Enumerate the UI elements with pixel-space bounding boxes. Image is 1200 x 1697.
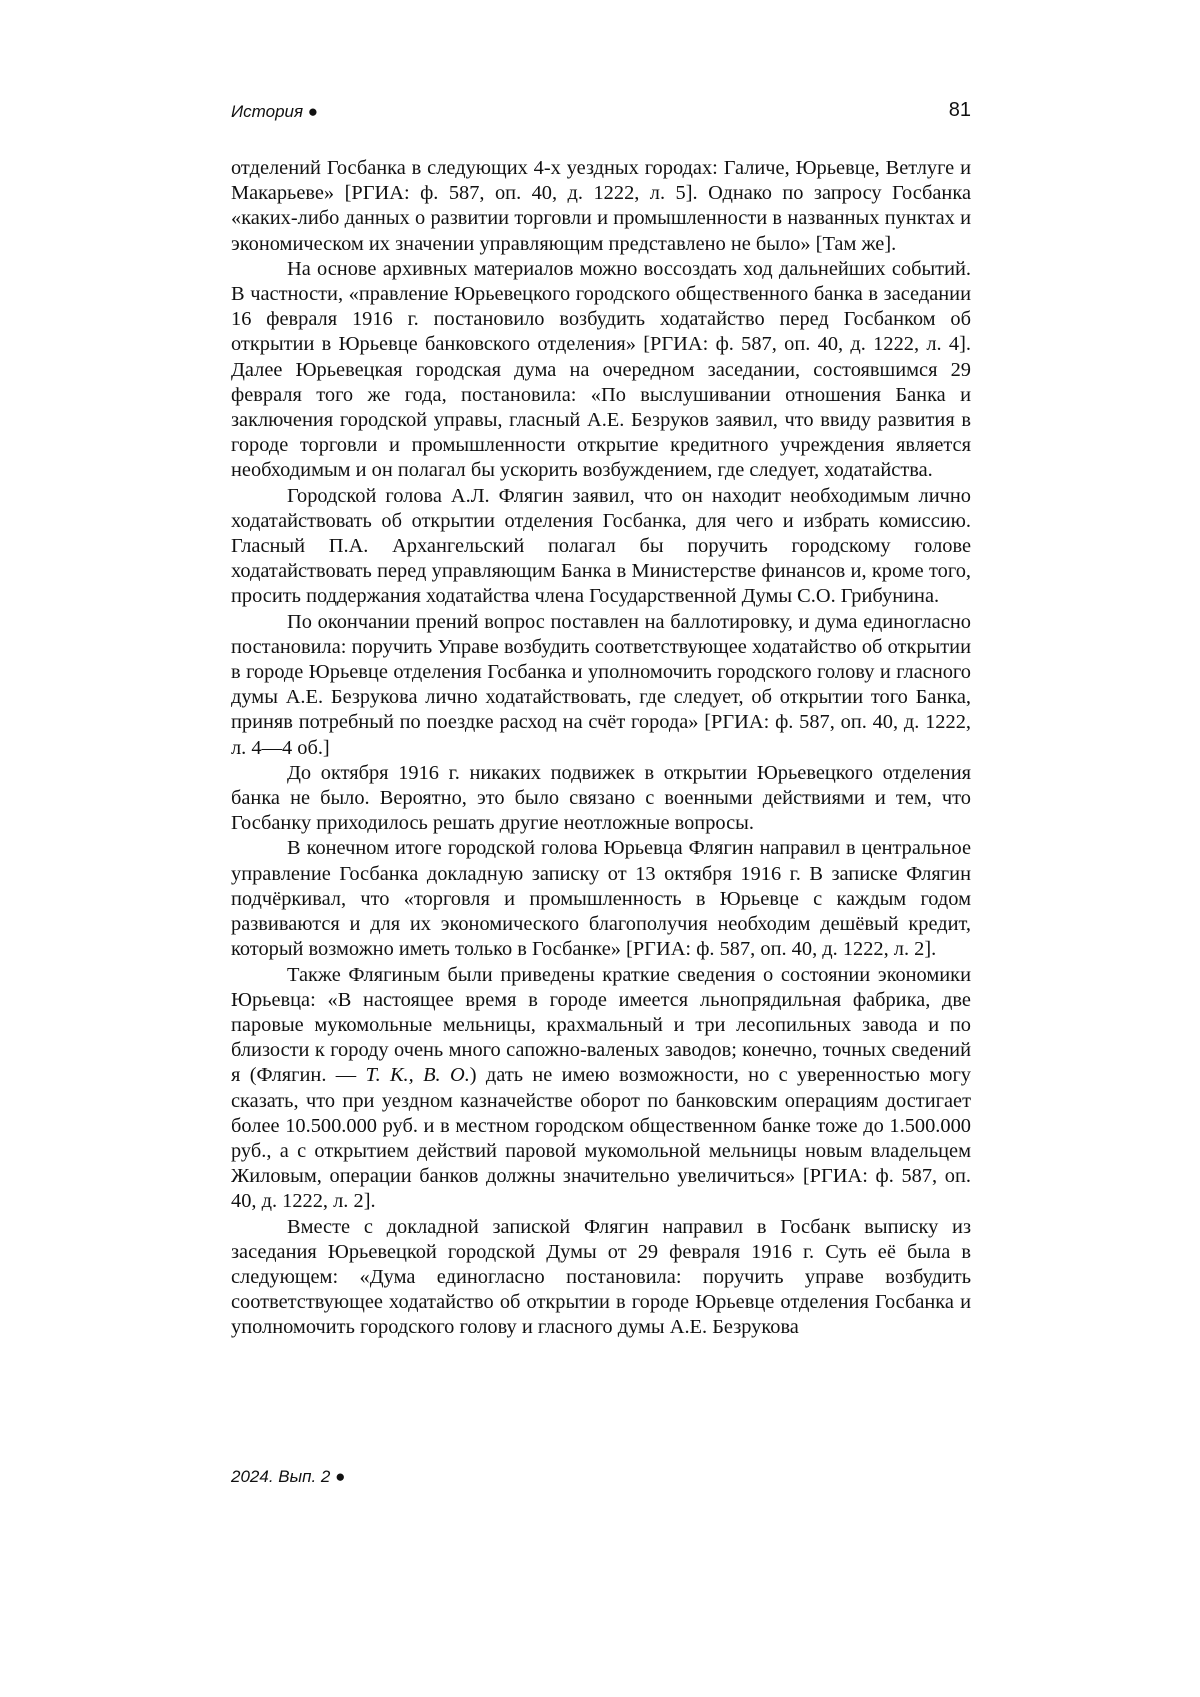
page-number: 81 [949,99,971,122]
issue-footer: 2024. Вып. 2 ● [231,1467,345,1487]
author-initials: Т. К., В. О. [366,1064,470,1086]
paragraph: Городской голова А.Л. Флягин заявил, что он находит необходимым лично ходатайствовать об открытии отделения Госбанка, для чего и избрать комиссию. Гласный П.А. Архангельский полагал бы поручить городскому голове ходатайствовать перед управляющим Банка в Министерстве финансов и, кроме того, просить поддержания ходатайства члена Государственной Думы С.О. Грибунина. [231,484,971,610]
paragraph [231,963,971,1215]
paragraph-text: Также Флягиным были приведены краткие сведения о состоянии экономики Юрьевца: «В настоящее время в городе имеется льнопрядильная фабрика, две паровые мукомольные мельницы, крахмальный и три лесопильных завода и по близости к городу очень много сапожно-валеных заводов; конечно, точных сведений я (Флягин. — [231,964,971,1087]
paragraph: В конечном итоге городской голова Юрьевца Флягин направил в центральное управление Госбанка докладную записку от 13 октября 1916 г. В записке Флягин подчёркивал, что «торговля и промышленность в Юрьевце с каждым годом развиваются и для их экономического благополучия необходим дешёвый кредит, который возможно иметь только в Госбанке» [РГИА: ф. 587, оп. 40, д. 1222, л. 2]. [231,836,971,962]
running-title: История ● [231,102,318,122]
paragraph: Вместе с докладной запиской Флягин направил в Госбанк выписку из заседания Юрьевецкой городской Думы от 29 февраля 1916 г. Суть её была в следующем: «Дума единогласно постановила: поручить управе возбудить соответствующее ходатайство об открытии в городе Юрьевце отделения Госбанка и уполномочить городского голову и гласного думы А.Е. Безрукова [231,1215,971,1341]
paragraph: На основе архивных материалов можно воссоздать ход дальнейших событий. В частности, «правление Юрьевецкого городского общественного банка в заседании 16 февраля 1916 г. постановило возбудить ходатайство перед Госбанком об открытии в Юрьевце банковского отделения» [РГИА: ф. 587, оп. 40, д. 1222, л. 4]. Далее Юрьевецкая городская дума на очередном заседании, состоявшимся 29 февраля того же года, постановила: «По выслушивании отношения Банка и заключения городской управы, гласный А.Е. Безруков заявил, что ввиду развития в городе торговли и промышленности открытие кредитного учреждения является необходимым и он полагал бы ускорить возбуждением, где следует, ходатайства. [231,257,971,484]
article-body [231,156,971,1341]
paragraph: По окончании прений вопрос поставлен на баллотировку, и дума единогласно постановила: поручить Управе возбудить соответствующее ходатайство об открытии в городе Юрьевце отделения Госбанка и уполномочить городского голову и гласного думы А.Е. Безрукова лично ходатайствовать, где следует, об открытии того Банка, приняв потребный по поездке расход на счёт города» [РГИА: ф. 587, оп. 40, д. 1222, л. 4—4 об.] [231,610,971,761]
paragraph: До октября 1916 г. никаких подвижек в открытии Юрьевецкого отделения банка не было. Вероятно, это было связано с военными действиями и тем, что Госбанку приходилось решать другие неотложные вопросы. [231,761,971,837]
paragraph: отделений Госбанка в следующих 4-х уездных городах: Галиче, Юрьевце, Ветлуге и Макарьеве» [РГИА: ф. 587, оп. 40, д. 1222, л. 5]. Однако по запросу Госбанка «каких-либо данных о развитии торговли и промышленности в названных пунктах и экономическом их значении управляющим представлено не было» [Там же]. [231,156,971,257]
paragraph-text: ) дать не имею возможности, но с уверенностью могу сказать, что при уездном казначействе оборот по банковским операциям достигает более 10.500.000 руб. и в местном городском общественном банке тоже до 1.500.000 руб., а с открытием действий паровой мукомольной мельницы новым владельцем Жиловым, операции банков должны значительно увеличиться» [РГИА: ф. 587, оп. 40, д. 1222, л. 2]. [231,1064,971,1212]
